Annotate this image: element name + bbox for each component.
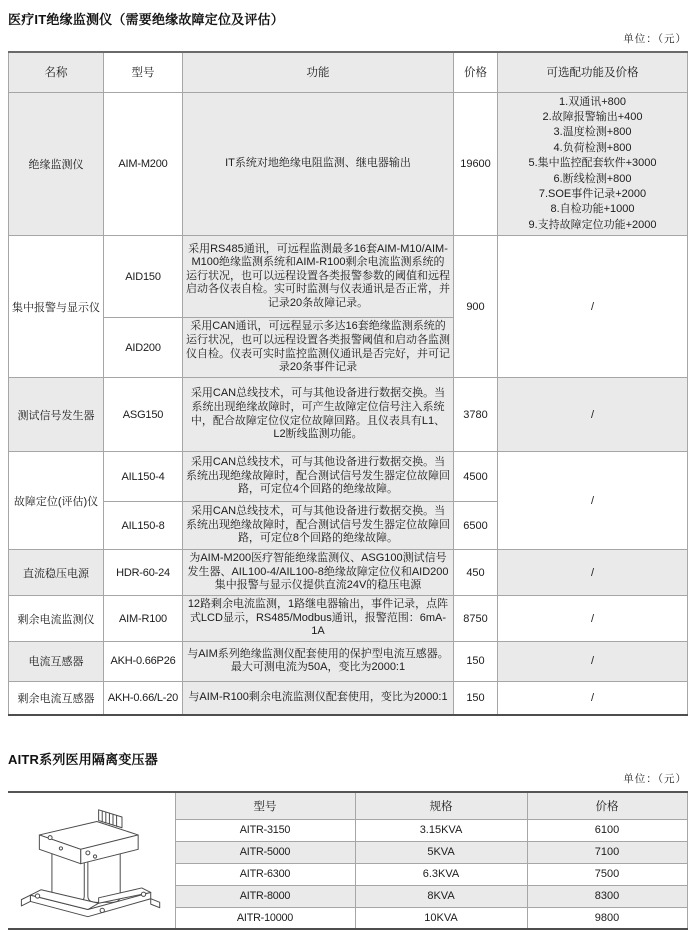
header-model: 型号 [175, 792, 355, 819]
section1-unit-label: 单位：（元） [623, 33, 687, 45]
table-row [9, 92, 688, 236]
header-price: 价格 [454, 52, 498, 92]
model-cell: AIL150-4 [104, 452, 183, 502]
table-row [9, 378, 688, 452]
model-cell: AKH-0.66/L-20 [104, 681, 183, 715]
header-options: 可选配功能及价格 [498, 52, 688, 92]
options-cell: / [498, 596, 688, 642]
model-cell: AKH-0.66P26 [104, 641, 183, 681]
function-cell: 采用CAN总线技术，可与其他设备进行数据交换。当系统出现绝缘故障时，可产生故障定位信号注入系统中，配合故障定位仪定位故障回路。且仪表具有L1、L2断线监测功能。 [183, 378, 454, 452]
product-name-cell: 直流稳压电源 [9, 550, 104, 596]
model-cell: AID150 [104, 236, 183, 318]
model-cell: HDR-60-24 [104, 550, 183, 596]
option-item: 6.断线检测+800 [553, 172, 632, 185]
transformer-illustration-cell [8, 792, 175, 929]
model-cell: AITR-5000 [175, 841, 355, 863]
function-cell: 采用RS485通讯，可远程监测最多16套AIM-M10/AIM-M100绝缘监测系统和AIM-R100剩余电流监测系统的运行状况，也可以远程设置各类报警参数的阈值和远程启动各仪表自检。实可时监测与仪表通讯是否正常，并记录20条故障记录。 [183, 236, 454, 318]
model-cell: AITR-6300 [175, 863, 355, 885]
price-cell: 7500 [527, 863, 687, 885]
option-item: 7.SOE事件记录+2000 [538, 187, 647, 200]
table-row [9, 236, 688, 318]
table-row [9, 550, 688, 596]
function-cell: 12路剩余电流监测，1路继电器输出，事件记录，点阵式LCD显示，RS485/Modbus通讯，报警范围：6mA-1A [183, 596, 454, 642]
function-cell: 采用CAN总线技术，可与其他设备进行数据交换。当系统出现绝缘故障时，配合测试信号发生器定位故障回路，可定位8个回路的绝缘故障。 [183, 502, 454, 550]
price-cell: 8300 [527, 885, 687, 907]
price-cell: 150 [454, 681, 498, 715]
price-cell: 450 [454, 550, 498, 596]
header-name: 名称 [9, 52, 104, 92]
function-cell: 采用CAN通讯，可远程显示多达16套绝缘监测系统的运行状况，也可以远程设置各类报警阈值和启动各监测仪自检。仪表可实时监控监测仪通讯是否完好，并可记录20条事件记录 [183, 318, 454, 378]
isolation-transformer-drawing-icon [16, 799, 166, 923]
model-cell: AID200 [104, 318, 183, 378]
price-cell: 6500 [454, 502, 498, 550]
function-cell: IT系统对地绝缘电阻监测、继电器输出 [183, 92, 454, 236]
options-cell: / [498, 550, 688, 596]
table-row [9, 596, 688, 642]
options-cell: / [498, 236, 688, 378]
table-header-row [9, 52, 688, 92]
product-name-cell: 测试信号发生器 [9, 378, 104, 452]
product-name-cell: 故障定位(评估)仪 [9, 452, 104, 550]
model-cell: ASG150 [104, 378, 183, 452]
model-cell: AITR-8000 [175, 885, 355, 907]
model-cell: AIM-R100 [104, 596, 183, 642]
option-item: 5.集中监控配套软件+3000 [528, 157, 657, 170]
model-cell: AIL150-8 [104, 502, 183, 550]
header-spec: 规格 [355, 792, 527, 819]
options-cell: / [498, 641, 688, 681]
function-cell: 采用CAN总线技术，可与其他设备进行数据交换。当系统出现绝缘故障时，配合测试信号发生器定位故障回路，可定位4个回路的绝缘故障。 [183, 452, 454, 502]
table-header-row [8, 792, 687, 819]
price-cell: 9800 [527, 907, 687, 929]
function-cell: 与AIM系列绝缘监测仪配套使用的保护型电流互感器。最大可测电流为50A，变比为2000:1 [183, 641, 454, 681]
section1-title: 医疗IT绝缘监测仪（需要绝缘故障定位及评估） [8, 12, 284, 27]
option-item: 3.温度检测+800 [553, 126, 632, 139]
model-cell: AITR-10000 [175, 907, 355, 929]
product-name-cell: 绝缘监测仪 [9, 92, 104, 236]
spec-cell: 5KVA [355, 841, 527, 863]
option-item: 9.支持故障定位功能+2000 [528, 218, 657, 231]
price-cell: 150 [454, 641, 498, 681]
section2-title: AITR系列医用隔离变压器 [8, 752, 158, 768]
options-cell [498, 92, 688, 236]
product-name-cell: 剩余电流互感器 [9, 681, 104, 715]
price-cell: 8750 [454, 596, 498, 642]
options-cell: / [498, 378, 688, 452]
spec-cell: 8KVA [355, 885, 527, 907]
table-row [9, 452, 688, 502]
spec-cell: 6.3KVA [355, 863, 527, 885]
header-model: 型号 [104, 52, 183, 92]
header-price: 价格 [527, 792, 687, 819]
price-cell: 7100 [527, 841, 687, 863]
table-row [9, 681, 688, 715]
product-name-cell: 电流互感器 [9, 641, 104, 681]
monitoring-products-table [8, 51, 688, 716]
options-cell: / [498, 452, 688, 550]
option-item: 1.双通讯+800 [559, 95, 626, 108]
option-item: 4.负荷检测+800 [553, 141, 632, 154]
price-cell: 19600 [454, 92, 498, 236]
option-item: 8.自检功能+1000 [550, 203, 635, 216]
option-item: 2.故障报警输出+400 [542, 110, 643, 123]
function-cell: 与AIM-R100剩余电流监测仪配套使用，变比为2000:1 [183, 681, 454, 715]
transformer-table [8, 791, 688, 930]
section2-unit-label: 单位：（元） [623, 773, 687, 786]
header-function: 功能 [183, 52, 454, 92]
product-name-cell: 剩余电流监测仪 [9, 596, 104, 642]
product-name-cell: 集中报警与显示仪 [9, 236, 104, 378]
options-cell: / [498, 681, 688, 715]
spec-cell: 10KVA [355, 907, 527, 929]
model-cell: AIM-M200 [104, 92, 183, 236]
price-cell: 4500 [454, 452, 498, 502]
table-row [9, 641, 688, 681]
spec-cell: 3.15KVA [355, 819, 527, 841]
price-cell: 900 [454, 236, 498, 378]
model-cell: AITR-3150 [175, 819, 355, 841]
function-cell: 为AIM-M200医疗智能绝缘监测仪、ASG100测试信号发生器、AIL100-4/AIL100-8绝缘故障定位仪和AID200集中报警与显示仪提供直流24V的稳压电源 [183, 550, 454, 596]
price-cell: 3780 [454, 378, 498, 452]
price-cell: 6100 [527, 819, 687, 841]
